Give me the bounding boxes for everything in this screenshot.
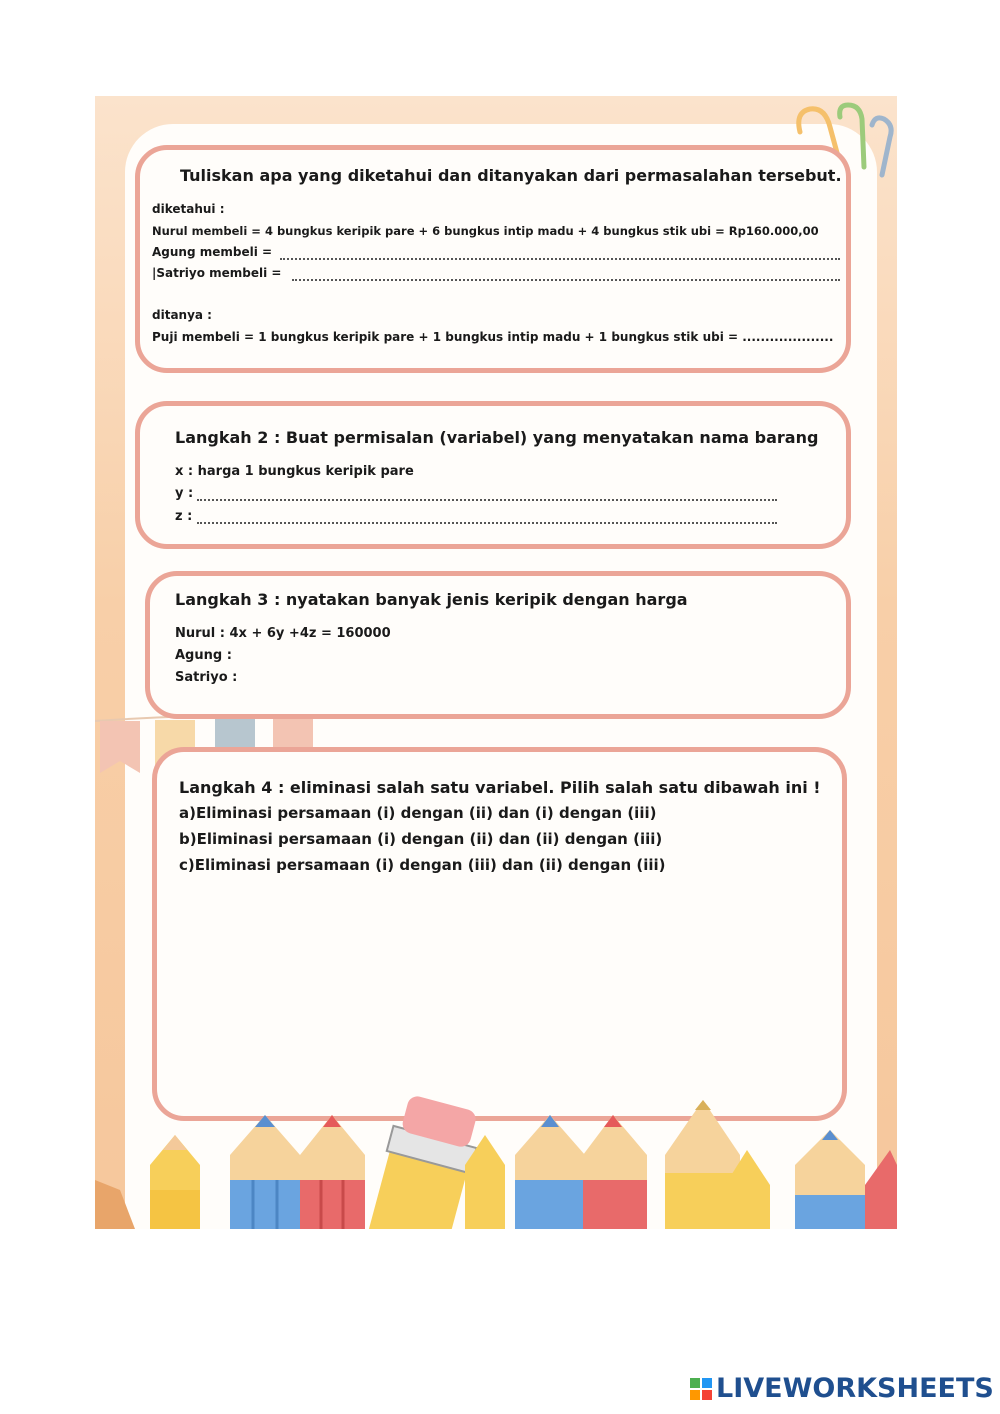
satriyo-purchase-label: |Satriyo membeli = [152, 266, 282, 280]
liveworksheets-logo [690, 1373, 994, 1404]
known-and-asked-box [135, 145, 851, 373]
section2-heading: Langkah 2 : Buat permisalan (variabel) yang menyatakan nama barang [175, 428, 819, 447]
satriyo-answer-line[interactable] [292, 279, 840, 281]
section1-heading: Tuliskan apa yang diketahui dan ditanyakan dari permasalahan tersebut. [180, 166, 842, 185]
logo-wordmark: LIVEWORKSHEETS [716, 1373, 994, 1404]
agung-purchase-label: Agung membeli = [152, 245, 273, 259]
asked-label: ditanya : [152, 308, 212, 322]
section4-heading: Langkah 4 : eliminasi salah satu variabel. Pilih salah satu dibawah ini ! [179, 778, 821, 797]
y-variable-answer-line[interactable] [197, 499, 777, 501]
agung-equation-label[interactable]: Agung : [175, 648, 232, 663]
elimination-option-c[interactable]: c)Eliminasi persamaan (i) dengan (iii) dan (ii) dengan (iii) [179, 856, 666, 874]
nurul-equation: Nurul : 4x + 6y +4z = 160000 [175, 626, 391, 641]
step4-elimination-box [152, 747, 847, 1121]
step3-equations-box [145, 571, 851, 719]
section3-heading: Langkah 3 : nyatakan banyak jenis keripik dengan harga [175, 590, 688, 609]
known-label: diketahui : [152, 202, 225, 216]
satriyo-equation-label[interactable]: Satriyo : [175, 670, 238, 685]
nurul-purchase-line: Nurul membeli = 4 bungkus keripik pare + 6 bungkus intip madu + 4 bungkus stik ubi = Rp160.000,00 [152, 224, 819, 238]
step2-variables-box [135, 401, 851, 549]
elimination-option-a[interactable]: a)Eliminasi persamaan (i) dengan (ii) dan (i) dengan (iii) [179, 804, 657, 822]
puji-purchase-line[interactable]: Puji membeli = 1 bungkus keripik pare + 1 bungkus intip madu + 1 bungkus stik ubi = .................... [152, 330, 834, 344]
logo-squares-icon [690, 1378, 712, 1400]
pencils-decoration [95, 1095, 897, 1229]
x-variable-line: x : harga 1 bungkus keripik pare [175, 464, 414, 479]
z-variable-label: z : [175, 509, 193, 524]
y-variable-label: y : [175, 486, 194, 501]
elimination-option-b[interactable]: b)Eliminasi persamaan (i) dengan (ii) dan (ii) dengan (iii) [179, 830, 663, 848]
agung-answer-line[interactable] [280, 258, 840, 260]
z-variable-answer-line[interactable] [197, 522, 777, 524]
